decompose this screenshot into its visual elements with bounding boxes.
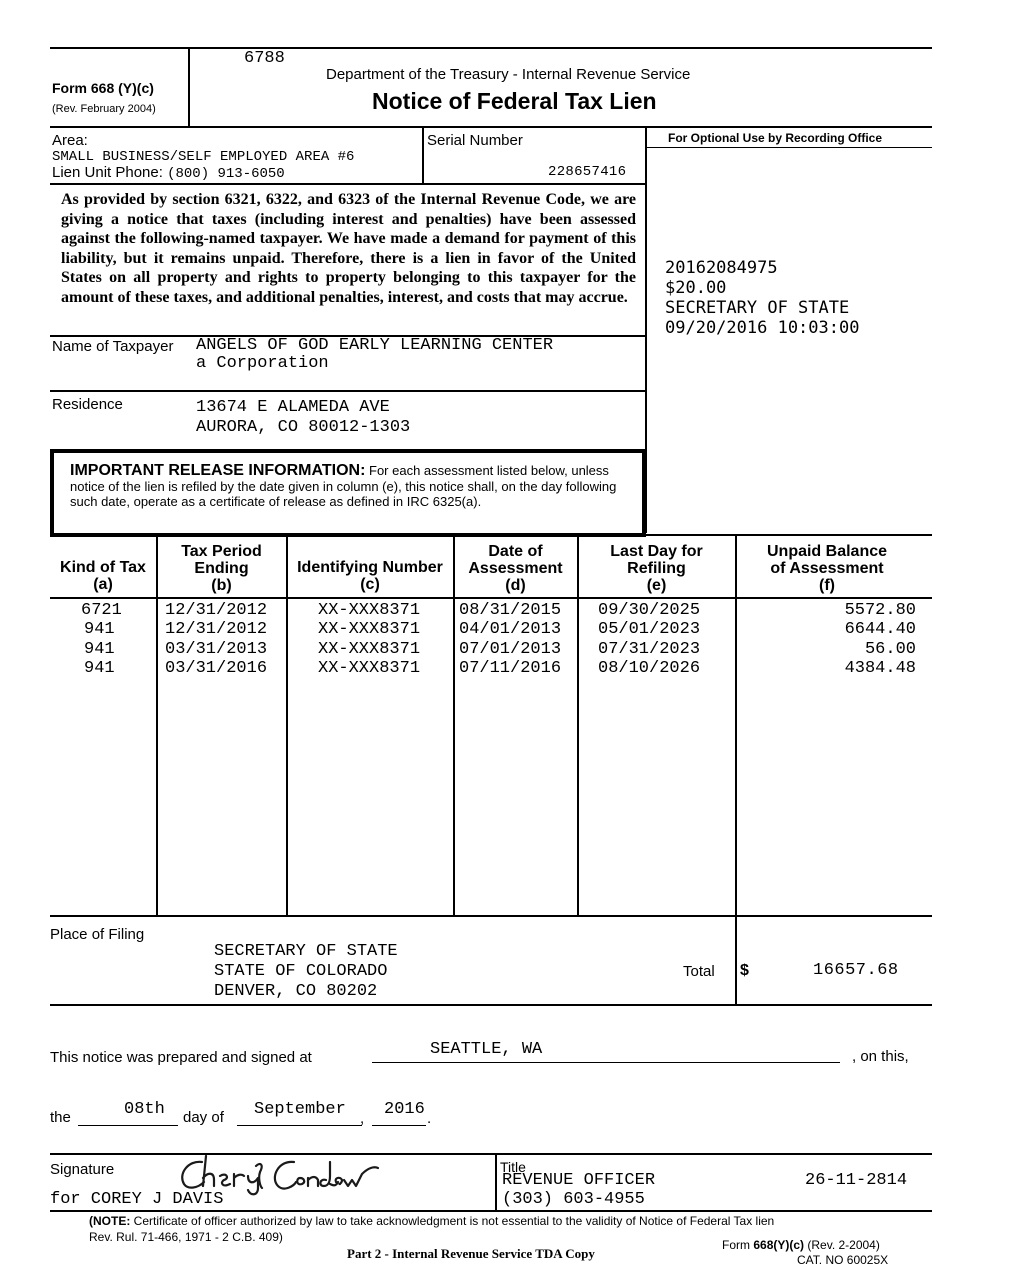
page-title: Notice of Federal Tax Lien (372, 88, 657, 114)
tax-period-cell: 12/31/2012 (165, 620, 268, 639)
note-text: Certificate of officer authorized by law to take acknowledgment is not essential to the validity of Notice of Federal Tax lien (133, 1214, 775, 1228)
filing-line1: SECRETARY OF STATE (214, 942, 398, 961)
kind-of-tax-cell: 6721 (81, 601, 122, 620)
copy-part: Part 2 - Internal Revenue Service TDA Copy (347, 1246, 595, 1261)
stamp-reception-number: 20162084975 (665, 258, 778, 278)
catalog-number: CAT. NO 60025X (797, 1253, 889, 1267)
serial-number-label: Serial Number (427, 132, 523, 149)
taxpayer-label: Name of Taxpayer (52, 338, 174, 355)
filing-line3: DENVER, CO 80202 (214, 982, 378, 1001)
stamp-timestamp: 09/20/2016 10:03:00 (665, 318, 860, 338)
title-label: Title (500, 1159, 526, 1175)
day-of-text: day of (183, 1109, 224, 1126)
form-revision: (Rev. February 2004) (52, 103, 156, 115)
identifying-number-cell: XX-XXX8371 (318, 659, 421, 678)
revenue-ruling: Rev. Rul. 71-466, 1971 - 2 C.B. 409) (89, 1230, 283, 1244)
stamp-office: SECRETARY OF STATE (665, 298, 850, 318)
lien-unit-phone (52, 164, 285, 182)
department-name: Department of the Treasury - Internal Revenue Service (326, 66, 691, 83)
recording-stamp (665, 258, 859, 338)
total-currency: $ (740, 962, 749, 979)
assessment-date-cell: 07/01/2013 (459, 640, 562, 659)
refiling-date-cell: 07/31/2023 (598, 640, 701, 659)
signature-label: Signature (50, 1161, 115, 1178)
officer-id: 26-11-2814 (805, 1171, 908, 1190)
residence-label: Residence (52, 396, 123, 413)
serial-number-value: 228657416 (548, 164, 627, 180)
total-label: Total (683, 963, 715, 980)
kind-of-tax-cell: 941 (84, 640, 115, 659)
optional-use-label: For Optional Use by Recording Office (668, 131, 883, 145)
prepared-year: 2016 (384, 1100, 425, 1119)
date-period: . (427, 1110, 432, 1127)
column-header-date-of-assessment: Date of Assessment (d) (468, 543, 563, 594)
unpaid-balance-cell: 4384.48 (844, 659, 916, 678)
unpaid-balance-cell: 6644.40 (844, 620, 916, 639)
prepared-at-text: This notice was prepared and signed at (50, 1049, 312, 1066)
signer-name: for COREY J DAVIS (50, 1190, 224, 1209)
the-text: the (50, 1109, 71, 1126)
stamp-fee: $20.00 (665, 278, 727, 298)
identifying-number-cell: XX-XXX8371 (318, 601, 421, 620)
filing-line2: STATE OF COLORADO (214, 962, 388, 981)
taxpayer-type: a Corporation (196, 354, 329, 373)
date-comma: , (360, 1110, 365, 1127)
residence-line2: AURORA, CO 80012-1303 (196, 418, 411, 437)
officer-phone: (303) 603-4955 (502, 1190, 645, 1209)
unpaid-balance-cell: 5572.80 (844, 601, 916, 620)
release-text: For each assessment listed below, unless notice of the lien is refiled by the date given in column (e), this notice shall, on the day following such date, operate as a certificate of release as defined in IRC 6325(a). (70, 463, 617, 509)
column-header-unpaid-balance: Unpaid Balance of Assessment (f) (766, 543, 888, 594)
provision-text: As provided by section 6321, 6322, and 6323 of the Internal Revenue Code, we are giving a notice that taxes (including interest and penalties) have been assessed against the following-named taxpayer. We have made a demand for payment of this liability, but it remains unpaid. Therefore, there is a lien in favor of the United States on all property and rights to property belonging to this taxpayer for the amount of these taxes, and additional penalties, interest, and costs that may accrue. (61, 191, 636, 306)
place-of-filing-label: Place of Filing (50, 926, 145, 943)
footer-note (89, 1214, 774, 1228)
kind-of-tax-cell: 941 (84, 659, 115, 678)
officer-title: REVENUE OFFICER (502, 1171, 656, 1190)
refiling-date-cell: 05/01/2023 (598, 620, 701, 639)
column-header-identifying-number: Identifying Number (c) (297, 559, 443, 593)
refiling-date-cell: 08/10/2026 (598, 659, 701, 678)
form-number: Form 668 (Y)(c) (52, 80, 154, 96)
area-label: Area: (52, 132, 88, 149)
tax-period-cell: 03/31/2013 (165, 640, 268, 659)
tax-period-cell: 12/31/2012 (165, 601, 268, 620)
assessment-date-cell: 04/01/2013 (459, 620, 562, 639)
footer-form-number: Form 668(Y)(c) (Rev. 2-2004) (722, 1238, 880, 1252)
kind-of-tax-cell: 941 (84, 620, 115, 639)
prepared-day: 08th (124, 1100, 165, 1119)
lien-unit-phone-value: (800) 913-6050 (167, 166, 285, 182)
prepared-place: SEATTLE, WA (430, 1040, 543, 1059)
column-header-tax-period: Tax Period Ending (b) (181, 543, 262, 594)
residence-line1: 13674 E ALAMEDA AVE (196, 398, 390, 417)
assessment-date-cell: 08/31/2015 (459, 601, 562, 620)
column-header-last-day-refiling: Last Day for Refiling (e) (610, 543, 703, 594)
identifying-number-cell: XX-XXX8371 (318, 640, 421, 659)
area-value: SMALL BUSINESS/SELF EMPLOYED AREA #6 (52, 149, 355, 165)
taxpayer-name: ANGELS OF GOD EARLY LEARNING CENTER (196, 336, 554, 355)
identifying-number-cell: XX-XXX8371 (318, 620, 421, 639)
document-number: 6788 (244, 49, 285, 68)
total-amount: 16657.68 (813, 961, 899, 980)
prepared-month: September (254, 1100, 346, 1119)
prepared-suffix: , on this, (852, 1048, 909, 1065)
column-header-kind-of-tax: Kind of Tax (a) (60, 559, 146, 593)
lien-unit-phone-label: Lien Unit Phone: (52, 164, 163, 181)
note-label: (NOTE: (89, 1214, 131, 1228)
unpaid-balance-cell: 56.00 (864, 640, 916, 659)
assessment-date-cell: 07/11/2016 (459, 659, 562, 678)
release-info-box (50, 449, 646, 537)
release-heading: IMPORTANT RELEASE INFORMATION: (70, 462, 366, 479)
tax-period-cell: 03/31/2016 (165, 659, 268, 678)
refiling-date-cell: 09/30/2025 (598, 601, 701, 620)
